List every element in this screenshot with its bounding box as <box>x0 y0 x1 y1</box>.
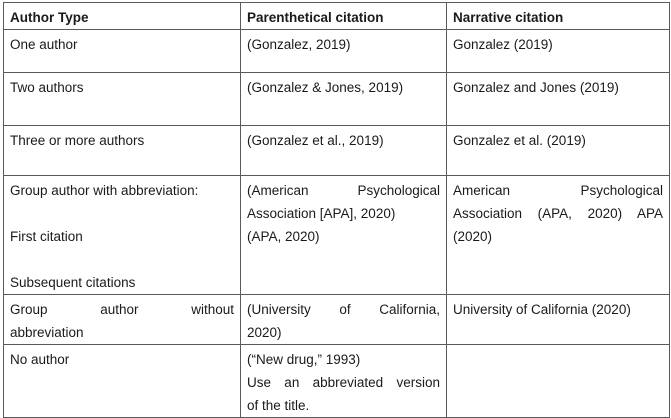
parenthetical-line: Association [APA], 2020) <box>247 206 396 221</box>
table-row <box>4 126 670 176</box>
author-line: abbreviation <box>10 325 84 340</box>
narrative-cell <box>447 176 670 295</box>
narrative-cell: University of California (2020) <box>447 295 670 345</box>
author-cell: No author <box>4 345 241 418</box>
parenthetical-cell <box>241 295 447 345</box>
header-narrative: Narrative citation <box>447 3 670 30</box>
parenthetical-line: (University of California, <box>247 302 440 317</box>
author-cell: Two authors <box>4 73 241 126</box>
narrative-cell <box>447 345 670 418</box>
author-cell <box>4 295 241 345</box>
parenthetical-cell: (Gonzalez, 2019) <box>241 30 447 73</box>
table-row <box>4 176 670 295</box>
table-row <box>4 30 670 73</box>
author-line: Subsequent citations <box>10 275 136 290</box>
parenthetical-cell <box>241 176 447 295</box>
narrative-line: American Psychological <box>453 183 663 198</box>
table-row <box>4 345 670 418</box>
table-row <box>4 73 670 126</box>
parenthetical-line: (“New drug,” 1993) <box>247 352 361 367</box>
author-line: Group author with abbreviation: <box>10 183 199 198</box>
parenthetical-line: (American Psychological <box>247 183 440 198</box>
narrative-cell: Gonzalez and Jones (2019) <box>447 73 670 126</box>
citation-table <box>3 2 670 418</box>
parenthetical-cell: (Gonzalez et al., 2019) <box>241 126 447 176</box>
author-cell: One author <box>4 30 241 73</box>
header-row <box>4 3 670 30</box>
parenthetical-line: 2020) <box>247 325 282 340</box>
author-line: Group author without <box>10 302 234 317</box>
parenthetical-line: Use an abbreviated version <box>247 375 440 390</box>
line-gap <box>10 202 234 225</box>
parenthetical-line: of the title. <box>247 398 310 413</box>
header-author-type: Author Type <box>4 3 241 30</box>
narrative-line: (2020) <box>453 229 493 244</box>
table-row <box>4 295 670 345</box>
narrative-cell: Gonzalez (2019) <box>447 30 670 73</box>
author-cell <box>4 176 241 295</box>
parenthetical-cell <box>241 345 447 418</box>
line-gap <box>10 248 234 271</box>
narrative-line: Association (APA, 2020) APA <box>453 206 663 221</box>
header-parenthetical: Parenthetical citation <box>241 3 447 30</box>
author-cell: Three or more authors <box>4 126 241 176</box>
parenthetical-line: (APA, 2020) <box>247 229 320 244</box>
narrative-cell: Gonzalez et al. (2019) <box>447 126 670 176</box>
parenthetical-cell: (Gonzalez & Jones, 2019) <box>241 73 447 126</box>
author-line: First citation <box>10 229 83 244</box>
